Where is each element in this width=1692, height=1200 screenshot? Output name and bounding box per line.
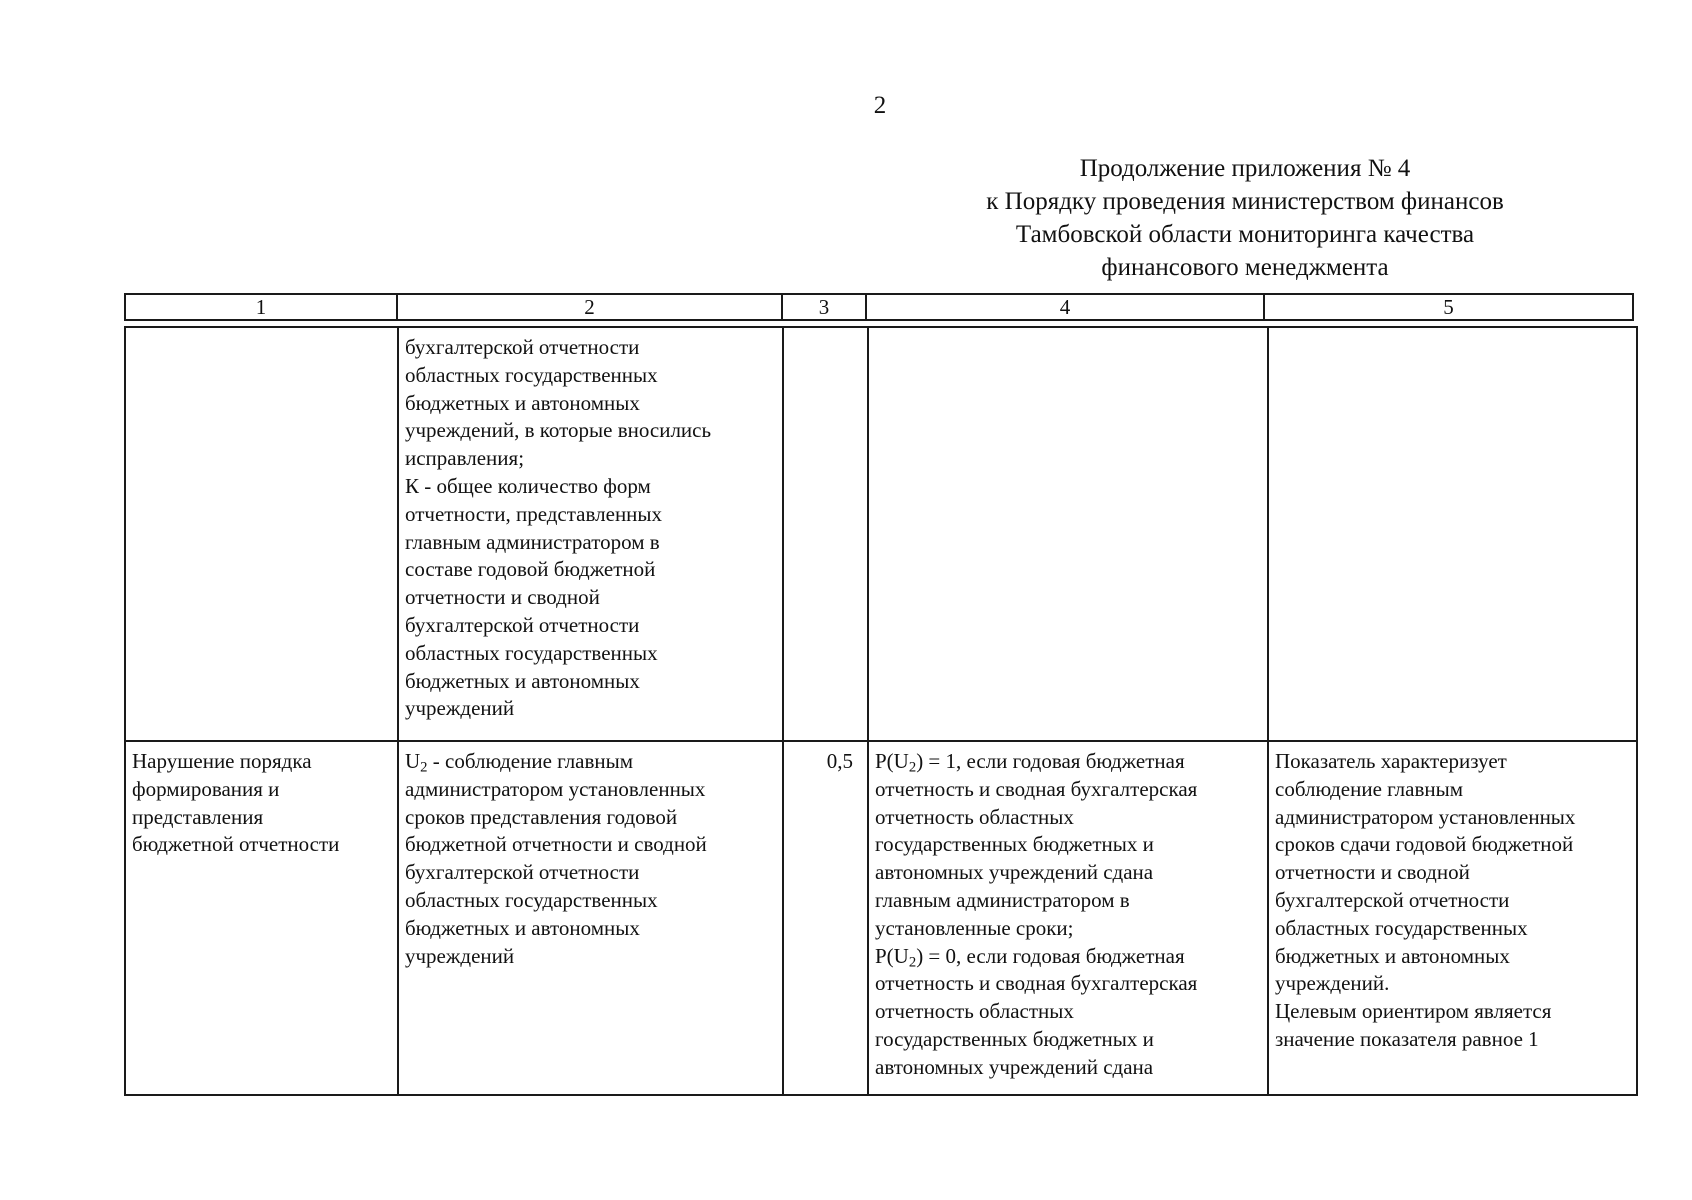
- text-line: установленные сроки;: [875, 915, 1074, 940]
- text-line: формирования и: [132, 776, 280, 801]
- row1-formula-cell: [868, 327, 1268, 741]
- column-number-2: 2: [398, 295, 783, 319]
- indicator-subscript: 2: [420, 759, 428, 776]
- text-line: учреждений.: [1275, 971, 1390, 996]
- text-line: бухгалтерской отчетности: [405, 335, 640, 359]
- text-line: соблюдение главным: [1275, 776, 1464, 801]
- text-line: главным администратором в: [875, 887, 1130, 912]
- text-line: государственных бюджетных и: [875, 832, 1154, 857]
- text-line: бюджетной отчетности: [132, 832, 340, 857]
- text-line: бухгалтерской отчетности: [1275, 887, 1510, 912]
- text-line: отчетность областных: [875, 804, 1074, 829]
- column-number-1: 1: [126, 295, 398, 319]
- text-line: областных государственных: [1275, 915, 1528, 940]
- text-line: отчетность и сводная бухгалтерская: [875, 971, 1198, 996]
- row2-weight-cell: 0,5: [783, 741, 868, 1095]
- text-line: сроков представления годовой: [405, 804, 678, 829]
- text-line: автономных учреждений сдана: [875, 1054, 1154, 1079]
- indicator-table: [124, 326, 1638, 1096]
- row2-formula-cell: [868, 741, 1268, 1095]
- text-line: К - общее количество форм: [405, 473, 651, 498]
- column-number-4: 4: [867, 295, 1265, 319]
- text-line: учреждений, в которые вносились: [405, 418, 712, 443]
- text-line: отчетности и сводной: [405, 585, 600, 610]
- text-line: бухгалтерской отчетности: [405, 860, 640, 885]
- heading-line: к Порядку проведения министерством финансов: [986, 188, 1504, 215]
- text-line: областных государственных: [405, 887, 658, 912]
- text-line: отчетность и сводная бухгалтерская: [875, 776, 1198, 801]
- heading-line: финансового менеджмента: [1101, 254, 1389, 281]
- text-line: представления: [132, 804, 264, 829]
- text-line: учреждений: [405, 943, 515, 968]
- text-line: отчетность областных: [875, 999, 1074, 1024]
- table-header-row: [124, 293, 1634, 321]
- text-line: бюджетных и автономных: [405, 915, 640, 940]
- text-line: бюджетной отчетности и сводной: [405, 832, 707, 857]
- text-line: [405, 748, 777, 776]
- text-line: бюджетных и автономных: [1275, 943, 1510, 968]
- column-number-5: 5: [1443, 295, 1454, 319]
- indicator-symbol: U: [405, 749, 421, 773]
- row2-indicator-name-cell: [125, 741, 398, 1095]
- page-number: 2: [873, 92, 887, 119]
- text-fragment: P(U: [875, 943, 909, 968]
- text-line: [875, 748, 1262, 776]
- indicator-subscript: 2: [908, 759, 917, 776]
- text-line: областных государственных: [405, 640, 658, 665]
- text-fragment: P(U: [875, 749, 909, 773]
- text-line: администратором установленных: [1275, 804, 1576, 829]
- appendix-heading: [935, 152, 1555, 284]
- text-line: областных государственных: [405, 362, 658, 387]
- text-line: администратором установленных: [405, 776, 706, 801]
- text-line: отчетности, представленных: [405, 501, 663, 526]
- indicator-subscript: 2: [908, 954, 917, 971]
- text-line: бюджетных и автономных: [405, 668, 640, 693]
- text-line: [875, 943, 1262, 971]
- text-line: значение показателя равное 1: [1275, 1026, 1539, 1051]
- text-line: Нарушение порядка: [132, 749, 312, 773]
- row1-indicator-name-cell: [125, 327, 398, 741]
- text-line: учреждений: [405, 696, 515, 721]
- heading-line: Тамбовской области мониторинга качества: [1015, 221, 1475, 248]
- text-line: Целевым ориентиром является: [1275, 999, 1552, 1024]
- text-line: исправления;: [405, 446, 525, 471]
- text-fragment: - соблюдение главным: [427, 749, 634, 773]
- row1-weight-cell: [783, 327, 868, 741]
- row2-comment-cell: [1268, 741, 1637, 1095]
- row1-description-cell: [398, 327, 783, 741]
- text-line: бухгалтерской отчетности: [405, 612, 640, 637]
- row1-comment-cell: [1268, 327, 1637, 741]
- text-fragment: ) = 0, если годовая бюджетная: [916, 943, 1185, 968]
- table-row: [125, 327, 1637, 741]
- text-line: отчетности и сводной: [1275, 860, 1470, 885]
- text-line: главным администратором в: [405, 529, 660, 554]
- row2-description-cell: [398, 741, 783, 1095]
- text-line: бюджетных и автономных: [405, 390, 640, 415]
- text-line: сроков сдачи годовой бюджетной: [1275, 832, 1574, 857]
- heading-line: Продолжение приложения № 4: [1079, 155, 1411, 182]
- column-number-3: 3: [783, 295, 867, 319]
- text-line: Показатель характеризует: [1275, 749, 1507, 773]
- text-line: составе годовой бюджетной: [405, 557, 656, 582]
- text-line: автономных учреждений сдана: [875, 860, 1154, 885]
- text-fragment: ) = 1, если годовая бюджетная: [916, 749, 1185, 773]
- text-line: государственных бюджетных и: [875, 1026, 1154, 1051]
- table-row: [125, 741, 1637, 1095]
